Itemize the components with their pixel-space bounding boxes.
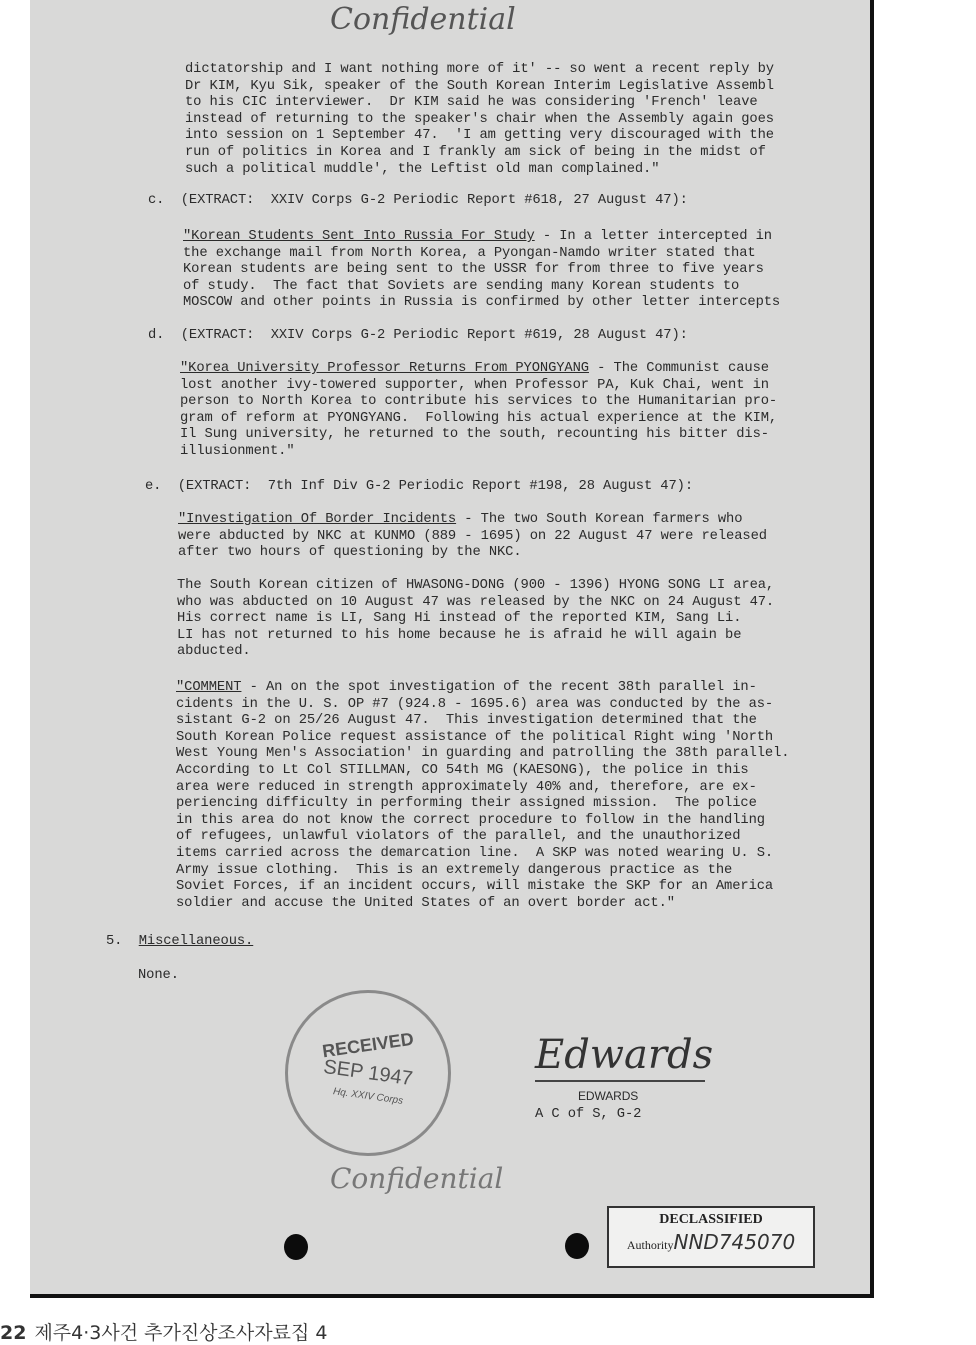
text-line: items carried across the demarcation line. A SKP was noted wearing U. S. (176, 845, 774, 861)
text-line: gram of reform at PYONGYANG. Following his actual experience at the KIM, (180, 410, 778, 426)
item-heading: "Investigation Of Border Incidents (178, 512, 457, 527)
item-d-source (148, 328, 688, 345)
section-title: Miscellaneous. (138, 934, 254, 949)
item-e-source (145, 479, 693, 496)
text-line: abducted. (177, 644, 251, 660)
item-heading: "Korea University Professor Returns From PYONGYANG (180, 361, 589, 376)
item-heading: "Korean Students Sent Into Russia For Study (183, 229, 535, 244)
page-number: 22 (0, 1322, 27, 1344)
declassified-title: DECLASSIFIED (659, 1212, 763, 1227)
signature-handwritten: Edwards (535, 1030, 705, 1082)
page-footer (0, 1318, 327, 1345)
item-d-paragraph (180, 361, 777, 461)
comment-heading: "COMMENT (176, 680, 242, 695)
text-line: of study. The fact that Soviets are sending many Korean students to (183, 278, 740, 294)
intro-paragraph (185, 62, 774, 178)
text-line: illusionment." (180, 443, 295, 459)
stamp-date: SEP 1947 (322, 1055, 415, 1091)
authority-code: NND745070 (673, 1230, 796, 1254)
text-line: - An on the spot investigation of the recent 38th parallel in- (241, 680, 757, 695)
text-line: LI has not returned to his home because he is afraid he will again be (177, 627, 742, 643)
text-line: area were reduced in strength approximately 40% and, therefore, are ex- (176, 779, 757, 795)
book-title: 제주4·3사건 추가진상조사자료집 4 (34, 1322, 328, 1344)
text-line: Soviet Forces, if an incident occurs, will mistake the SKP for an America (176, 879, 774, 895)
item-source: (EXTRACT: XXIV Corps G-2 Periodic Report #619, 28 August 47): (180, 328, 688, 343)
text-line: person to North Korea to contribute his services to the Humanitarian pro- (180, 394, 778, 410)
received-stamp (285, 990, 451, 1156)
signature-title: A C of S, G-2 (535, 1107, 642, 1122)
text-line: lost another ivy-towered supporter, when Professor PA, Kuk Chai, went in (180, 377, 769, 393)
text-line: According to Lt Col STILLMAN, CO 54th MG (KAESONG), the police in this (176, 762, 749, 778)
text-line: after two hours of questioning by the NKC. (178, 545, 522, 561)
confidential-handwritten-footer: Confidential (330, 1162, 504, 1195)
text-line: instead of returning to the speaker's chair when the Assembly again goes (185, 111, 774, 127)
punch-hole (565, 1233, 589, 1259)
text-line: cidents in the U. S. OP #7 (924.8 - 1695.6) area was conducted by the as- (176, 696, 774, 712)
item-letter: d. (148, 328, 165, 343)
text-line: Il Sung university, he returned to the south, recounting his bitter dis- (180, 427, 769, 443)
text-line: Dr KIM, Kyu Sik, speaker of the South Korean Interim Legislative Assembl (185, 78, 774, 94)
item-e-paragraph-2 (177, 578, 774, 661)
stamp-unit: Hq. XXIV Corps (332, 1086, 404, 1107)
text-line: into session on 1 September 47. 'I am getting very discouraged with the (185, 128, 774, 144)
text-line: His correct name is LI, Sang Hi instead of the reported KIM, Sang Li. (177, 611, 742, 627)
text-line: dictatorship and I want nothing more of it' -- so went a recent reply by (185, 62, 774, 77)
declassified-stamp (607, 1206, 815, 1268)
confidential-handwritten-header: Confidential (330, 2, 516, 37)
text-line: Korean students are being sent to the USSR for from three to five years (183, 262, 764, 278)
item-source: (EXTRACT: 7th Inf Div G-2 Periodic Report #198, 28 August 47): (177, 479, 694, 494)
item-source: (EXTRACT: XXIV Corps G-2 Periodic Report #618, 27 August 47): (180, 193, 688, 208)
text-line: periencing difficulty in performing their assigned mission. The police (176, 796, 757, 812)
text-line: of refugees, unlawful violators of the parallel, and the unauthorized (176, 829, 741, 845)
text-line: to his CIC interviewer. Dr KIM said he was considering 'French' leave (185, 95, 758, 111)
text-line: MOSCOW and other points in Russia is confirmed by other letter intercepts (183, 295, 781, 311)
text-line: were abducted by NKC at KUNMO (889 - 1695) on 22 August 47 were released (178, 528, 767, 544)
item-letter: e. (145, 479, 162, 494)
signature-name: EDWARDS (578, 1089, 639, 1103)
item-c-paragraph (183, 229, 780, 312)
text-line: South Korean Police request assistance of the political Right wing 'North (176, 729, 774, 745)
declassified-authority (609, 1230, 813, 1254)
text-line: soldier and accuse the United States of an overt border act." (176, 895, 675, 911)
stamp-label: RECEIVED (320, 1028, 415, 1062)
text-line: in this area do not know the correct procedure to follow in the handling (176, 812, 765, 828)
text-line: the exchange mail from North Korea, a Pyongan-Namdo writer stated that (183, 245, 756, 261)
text-line: - In a letter intercepted in (534, 229, 772, 244)
text-line: who was abducted on 10 August 47 was released by the NKC on 24 August 47. (177, 594, 775, 610)
item-c-source (148, 193, 688, 210)
item-e-paragraph (178, 512, 767, 562)
text-line: - The Communist cause (588, 361, 769, 376)
section-5-body: None. (138, 968, 179, 983)
text-line: West Young Men's Association' in guarding and patrolling the 38th parallel. (176, 746, 790, 762)
text-line: run of politics in Korea and I frankly am sick of being in the midst of (185, 144, 766, 160)
authority-label: Authority (626, 1238, 674, 1252)
comment-paragraph (176, 680, 789, 912)
text-line: sistant G-2 on 25/26 August 47. This investigation determined that the (176, 713, 757, 729)
text-line: such a political muddle', the Leftist old man complained." (185, 161, 660, 177)
item-letter: c. (148, 193, 165, 208)
text-line: - The two South Korean farmers who (456, 512, 743, 527)
text-line: Army issue clothing. This is an extremely dangerous practice as the (176, 862, 733, 878)
punch-hole (284, 1234, 308, 1260)
text-line: The South Korean citizen of HWASONG-DONG (900 - 1396) HYONG SONG LI area, (177, 578, 775, 593)
section-number: 5. (106, 934, 123, 949)
section-5-heading (106, 934, 253, 951)
